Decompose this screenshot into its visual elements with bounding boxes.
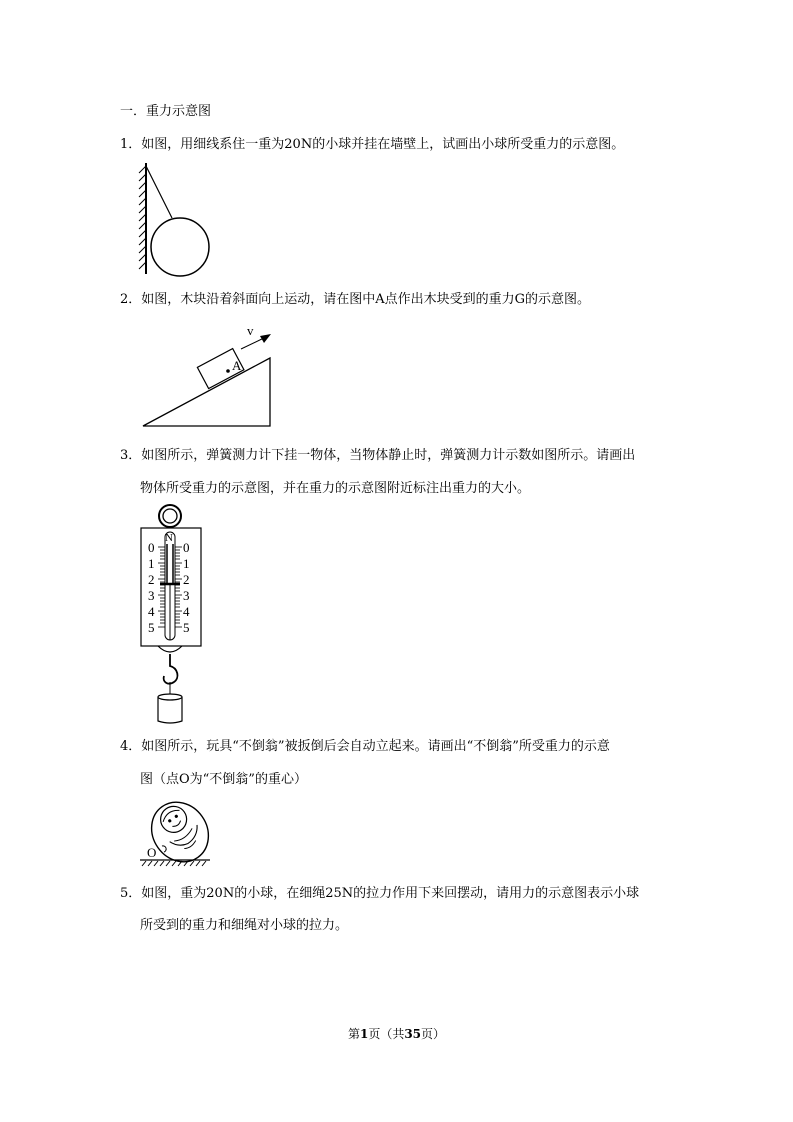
figure-hanging-ball <box>135 160 225 280</box>
page-footer <box>0 1025 793 1042</box>
right-tick-1: 1 <box>183 556 190 571</box>
question-5-text-line1: 5．如图，重为20N的小球，在细绳25N的拉力作用下来回摆动，请用力的示意图表示小球 <box>120 886 640 901</box>
question-2-text: 2．如图，木块沿着斜面向上运动，请在图中A点作出木块受到的重力G的示意图。 <box>120 292 591 307</box>
figure-spring-scale <box>138 500 208 726</box>
point-o-label: O <box>147 845 157 860</box>
page-number: 1 <box>359 1027 369 1041</box>
question-5-text-line2: 所受到的重力和细绳对小球的拉力。 <box>140 918 349 933</box>
velocity-label: v <box>247 323 254 338</box>
question-3-text-line1: 3．如图所示，弹簧测力计下挂一物体，当物体静止时，弹簧测力计示数如图所示。请画出 <box>120 448 636 463</box>
left-tick-2: 2 <box>148 572 155 587</box>
left-tick-4: 4 <box>148 604 155 619</box>
section-title: 一．重力示意图 <box>120 104 212 119</box>
unit-label: N <box>165 532 173 544</box>
question-3-text-line2: 物体所受重力的示意图，并在重力的示意图附近标注出重力的大小。 <box>140 481 531 496</box>
footer-prefix: 第 <box>347 1027 360 1041</box>
left-tick-5: 5 <box>148 620 155 635</box>
left-tick-1: 1 <box>148 556 155 571</box>
footer-suffix: 页） <box>421 1027 446 1041</box>
right-tick-0: 0 <box>183 540 190 555</box>
right-tick-4: 4 <box>183 604 190 619</box>
figure-incline-block <box>140 318 280 430</box>
right-tick-3: 3 <box>183 588 190 603</box>
question-1-text: 1．如图，用细线系住一重为20N的小球并挂在墙壁上，试画出小球所受重力的示意图。 <box>120 137 625 152</box>
question-4-text-line2: 图（点O为“不倒翁”的重心） <box>140 772 307 787</box>
figure-tumbler-toy <box>140 796 215 868</box>
right-tick-2: 2 <box>183 572 190 587</box>
total-pages: 35 <box>404 1027 422 1041</box>
point-a-label: A <box>232 358 242 373</box>
right-tick-5: 5 <box>183 620 190 635</box>
left-tick-3: 3 <box>148 588 155 603</box>
footer-middle: 页（共 <box>368 1027 405 1041</box>
left-tick-0: 0 <box>148 540 155 555</box>
question-4-text-line1: 4．如图所示，玩具“不倒翁”被扳倒后会自动立起来。请画出“不倒翁”所受重力的示意 <box>120 739 610 754</box>
